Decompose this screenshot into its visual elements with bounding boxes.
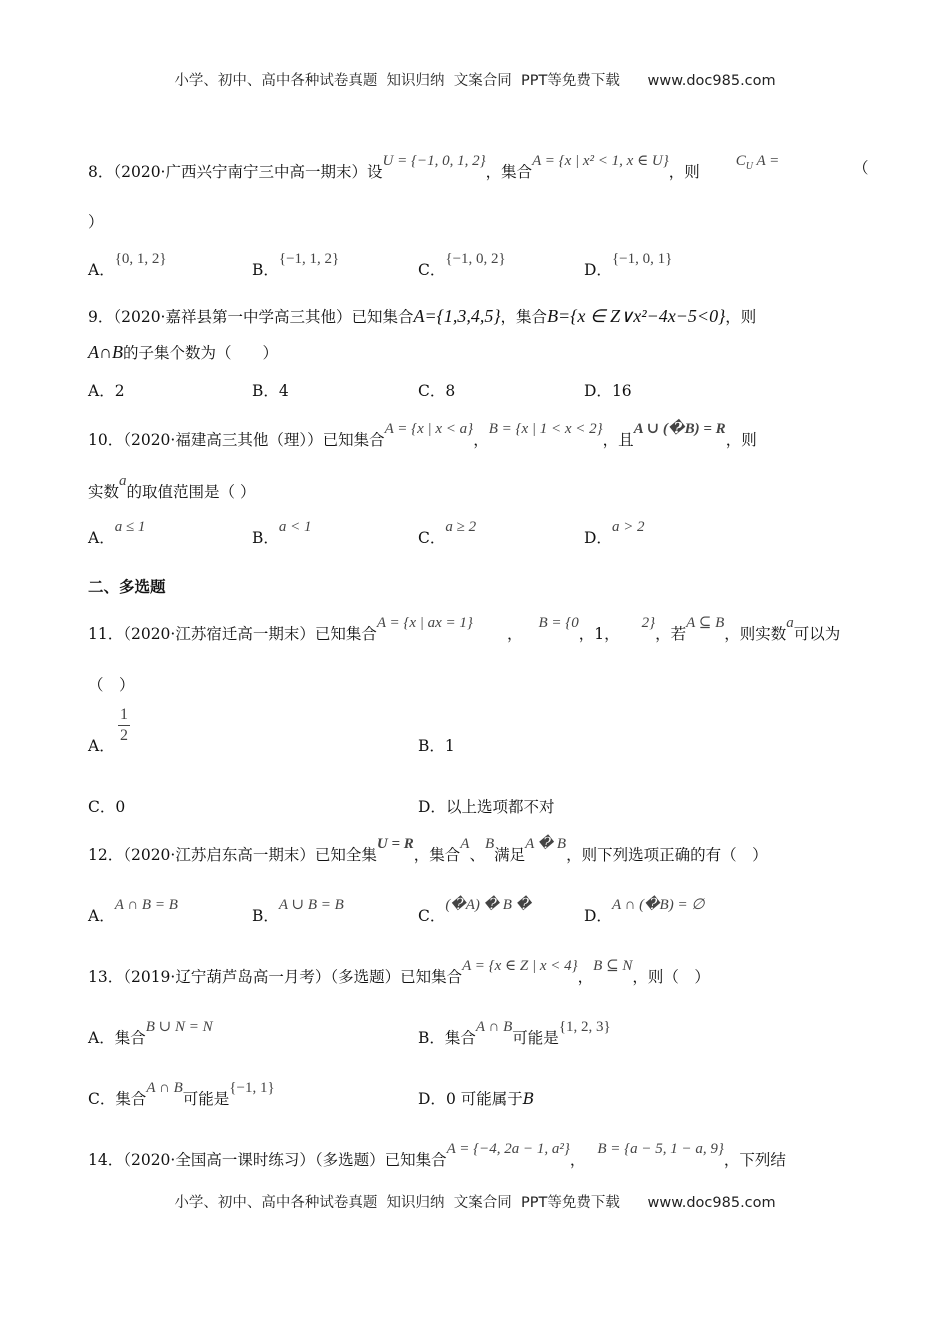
q11-option-b: B．1	[418, 737, 455, 755]
q8-option-a: A．{0, 1, 2}	[88, 251, 167, 279]
q12-option-d: D．A ∩ (�B) = ∅	[584, 897, 705, 925]
q13-option-b: B．集合A ∩ B可能是{1, 2, 3}	[418, 1019, 611, 1047]
q9-set-b: B={x ∈ Z∨x²−4x−5<0}	[547, 306, 726, 326]
question-12: 12．（2020·江苏启东高一期末）已知全集U = R，集合A、B满足A � B，则下列选项正确的有（ ）	[88, 836, 768, 864]
question-9-line2: A∩B的子集个数为（ ）	[88, 342, 279, 362]
q8-paren-close: ）	[88, 213, 104, 231]
question-9: 9．（2020·嘉祥县第一中学高三其他）已知集合A={1,3,4,5}，集合B={x ∈ Z∨x²−4x−5<0}，则	[88, 306, 757, 326]
q11-paren: （ ）	[88, 676, 135, 694]
q11-option-d: D．以上选项都不对	[418, 798, 555, 816]
question-8: 8．（2020·广西兴宁南宁三中高一期末）设U = {−1, 0, 1, 2}，集合A = {x | x² < 1, x ∈ U}，则$C_U$ A =	[88, 153, 780, 181]
q13-option-a: A．集合B ∪ N = N	[88, 1019, 213, 1047]
question-10: 10．（2020·福建高三其他（理））已知集合A = {x | x < a}，B = {x | 1 < x < 2}，且A ∪ (�B) = R，则	[88, 421, 757, 449]
q8-option-d: D．{−1, 0, 1}	[584, 251, 673, 279]
q8-set-u: U = {−1, 0, 1, 2}	[382, 153, 486, 169]
q11-option-a-label: A．	[88, 737, 115, 755]
q13-option-d: D．0 可能属于B	[418, 1090, 535, 1108]
q10-condition: A ∪ (�B) = R	[633, 421, 726, 437]
q8-complement: $C_U$ A =	[735, 153, 780, 172]
q8-stem: 8．（2020·广西兴宁南宁三中高一期末）设	[88, 163, 383, 181]
question-10-line2: 实数a的取值范围是（ ）	[88, 473, 256, 501]
q10-option-c: C．a ≥ 2	[418, 519, 477, 547]
q11-option-a-fraction: 1 2	[120, 706, 128, 744]
q10-option-b: B．a < 1	[252, 519, 312, 547]
page-header: 小学、初中、高中各种试卷真题 知识归纳 文案合同 PPT等免费下载 www.doc985.com	[174, 73, 776, 89]
q9-set-a: A={1,3,4,5}	[413, 306, 501, 326]
q10-option-d: D．a > 2	[584, 519, 645, 547]
q9-option-d: D．16	[584, 382, 632, 400]
q8-set-a: A = {x | x² < 1, x ∈ U}	[532, 153, 669, 169]
q13-option-c: C．集合A ∩ B可能是{−1, 1}	[88, 1080, 275, 1108]
question-11: 11．（2020·江苏宿迁高一期末）已知集合A = {x | ax = 1}，B = {0，1，2}，若A ⊆ B，则实数a可以为	[88, 615, 841, 643]
q9-option-a: A．2	[88, 382, 125, 400]
q12-option-b: B．A ∪ B = B	[252, 897, 344, 925]
question-14: 14．（2020·全国高一课时练习）（多选题）已知集合A = {−4, 2a − 1, a²}，B = {a − 5, 1 − a, 9}，下列结	[88, 1141, 786, 1169]
question-13: 13．（2019·辽宁葫芦岛高一月考）（多选题）已知集合A = {x ∈ Z | x < 4}，B ⊆ N，则（ ）	[88, 958, 710, 986]
q12-option-c: C．(�A) � B �	[418, 897, 532, 925]
section-title-multi-choice: 二、多选题	[88, 577, 166, 596]
q10-option-a: A．a ≤ 1	[88, 519, 146, 547]
q9-option-c: C．8	[418, 382, 456, 400]
q8-paren-open: （	[853, 159, 869, 177]
page-footer: 小学、初中、高中各种试卷真题 知识归纳 文案合同 PPT等免费下载 www.doc985.com	[174, 1195, 776, 1211]
q8-option-b: B．{−1, 1, 2}	[252, 251, 340, 279]
q8-option-c: C．{−1, 0, 2}	[418, 251, 506, 279]
q9-option-b: B．4	[252, 382, 289, 400]
q11-option-c: C．0	[88, 798, 126, 816]
q12-option-a: A．A ∩ B = B	[88, 897, 178, 925]
